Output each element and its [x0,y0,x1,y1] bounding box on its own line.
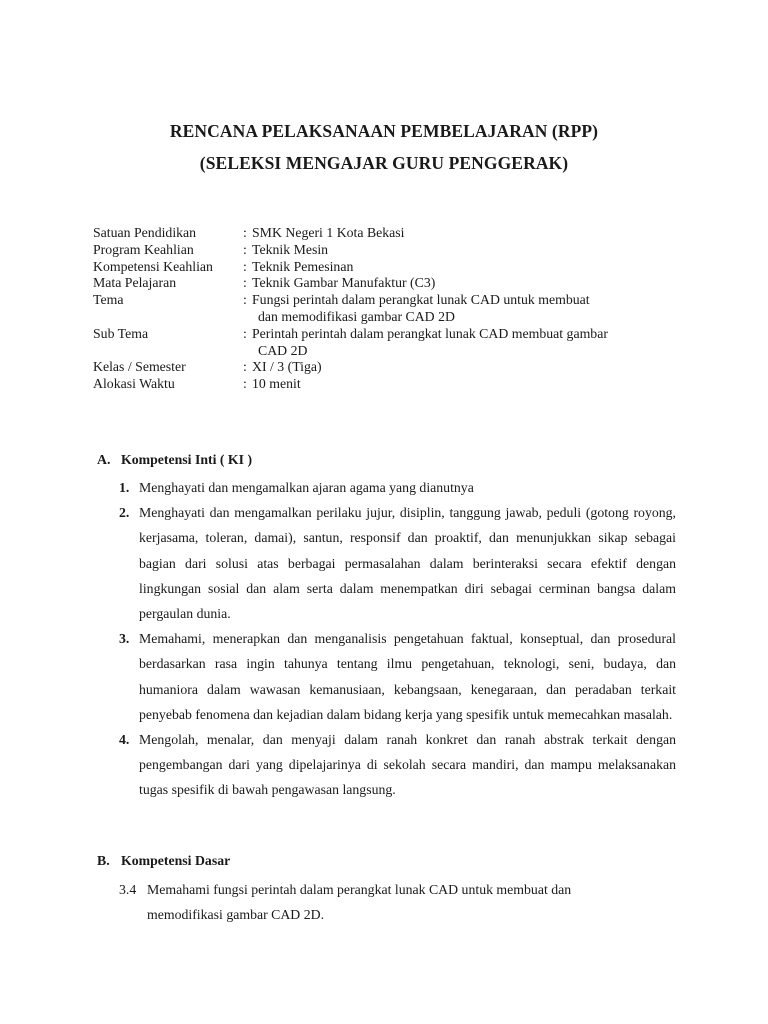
list-item-number: 4. [119,732,130,748]
document-title: RENCANA PELAKSANAAN PEMBELAJARAN (RPP) [169,121,599,141]
identity-row-satuan-pendidikan [93,225,672,242]
list-item-number: 2. [119,505,130,521]
identity-label: Tema [93,292,124,308]
identity-colon: : [243,325,247,341]
section-heading-kompetensi-dasar [97,853,230,869]
identity-value-line: CAD 2D [258,342,308,358]
list-item-number: 1. [119,480,130,495]
identity-row-sub-tema [93,326,672,360]
identity-label: Alokasi Waktu [93,376,175,392]
identity-colon: : [243,376,247,392]
list-item-text: Menghayati dan mengamalkan ajaran agama yang dianutnya [139,480,474,495]
identity-row-tema [93,292,672,326]
identity-row-alokasi-waktu [93,376,672,393]
document-subtitle: (SELEKSI MENGAJAR GURU PENGGERAK) [199,153,569,173]
identity-value: 10 menit [252,376,301,392]
identity-colon: : [243,258,247,274]
identity-row-mata-pelajaran [93,275,672,292]
identity-label: Kelas / Semester [93,359,186,375]
section-title: Kompetensi Dasar [121,853,231,868]
identity-row-kompetensi-keahlian [93,259,672,276]
identity-value: Teknik Gambar Manufaktur (C3) [252,275,436,291]
identity-value-line: Perintah perintah dalam perangkat lunak CAD membuat gambar [252,325,608,341]
list-item-text: Memahami, menerapkan dan menganalisis pengetahuan faktual, konseptual, dan prosedural berdasarkan rasa ingin tahunya tentang ilmu pengetahuan, teknologi, seni, budaya, dan humaniora dalam wawasan kemanusiaan, kebangsaan, kenegaraan, dan peradaban terkait penyebab fenomena dan kejadian dalam bidang kerja yang spesifik untuk memecahkan masalah. [139,631,676,722]
identity-colon: : [243,241,247,257]
list-item [119,500,676,626]
identity-row-program-keahlian [93,242,672,259]
section-letter: A. [97,452,111,467]
identity-value: Teknik Pemesinan [252,258,354,274]
identity-label: Satuan Pendidikan [93,225,197,240]
section-letter: B. [97,853,110,868]
list-item [119,727,676,803]
identity-row-kelas-semester [93,359,672,376]
kompetensi-dasar-item [119,877,639,927]
identity-colon: : [243,225,247,240]
identity-table [93,225,672,393]
list-item-text: Menghayati dan mengamalkan perilaku jujur, disiplin, tanggung jawab, peduli (gotong royong, kerjasama, toleran, damai), santun, responsif dan proaktif, dan menunjukkan sikap sebagai bagian dari solusi atas berbagai permasalahan dalam berinteraksi secara efektif dengan lingkungan sosial dan alam serta dalam menempatkan diri sebagai cerminan bangsa dalam pergaulan dunia. [139,505,676,622]
identity-value-line: dan memodifikasi gambar CAD 2D [258,308,455,324]
identity-value: XI / 3 (Tiga) [252,359,322,375]
list-item-text: Mengolah, menalar, dan menyaji dalam ranah konkret dan ranah abstrak terkait dengan pengembangan dari yang dipelajarinya di sekolah secara mandiri, dan mampu melaksanakan tugas spesifik di bawah pengawasan langsung. [139,732,676,798]
section-title: Kompetensi Inti ( KI ) [121,452,253,467]
list-item [119,626,676,727]
identity-value [252,326,672,360]
list-item-text: Memahami fungsi perintah dalam perangkat lunak CAD untuk membuat dan memodifikasi gambar CAD 2D. [147,882,572,923]
identity-label: Program Keahlian [93,241,194,257]
kompetensi-inti-list [119,475,676,803]
identity-colon: : [243,275,247,291]
list-item-number: 3.4 [119,882,137,897]
identity-label: Kompetensi Keahlian [93,258,213,274]
list-item [119,475,676,500]
identity-label: Sub Tema [93,325,149,341]
identity-value: SMK Negeri 1 Kota Bekasi [252,225,405,240]
identity-label: Mata Pelajaran [93,275,177,291]
identity-colon: : [243,359,247,375]
section-heading-kompetensi-inti [97,452,252,468]
list-item-number: 3. [119,631,130,647]
identity-value-line: Fungsi perintah dalam perangkat lunak CAD untuk membuat [252,292,590,308]
identity-colon: : [243,292,247,308]
identity-value [252,292,672,326]
identity-value: Teknik Mesin [252,241,329,257]
